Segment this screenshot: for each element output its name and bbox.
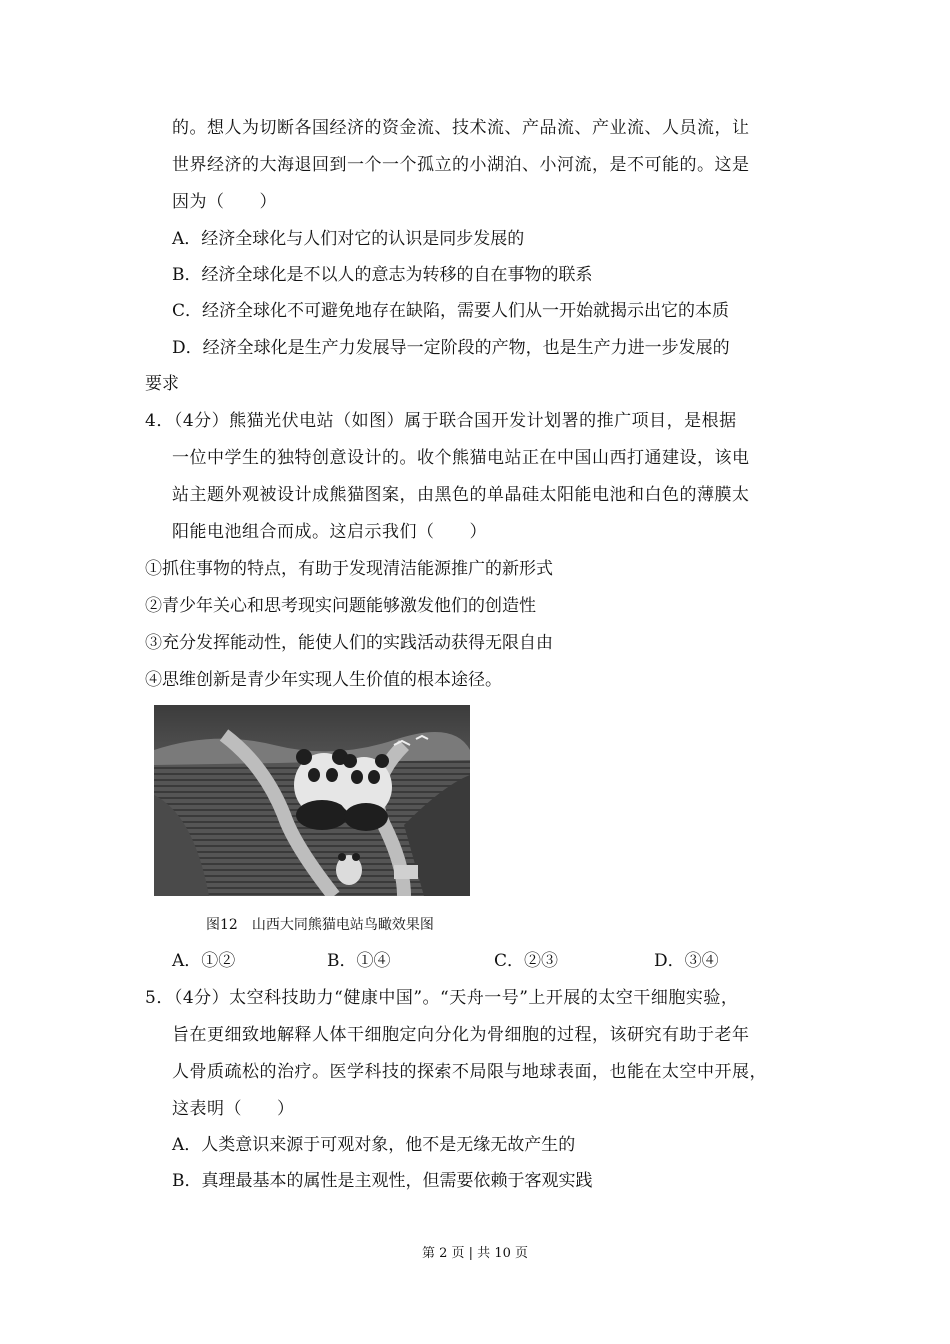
q3-text-line-1: 的。想人为切断各国经济的资金流、技术流、产品流、产业流、人员流，让 [172,118,750,138]
q4-stem-line-3: 站主题外观被设计成熊猫图案，由黑色的单晶硅太阳能电池和白色的薄膜太 [172,485,750,505]
panda-power-station-image [154,705,470,896]
q3-text-line-2: 世界经济的大海退回到一个一个孤立的小湖泊、小河流，是不可能的。这是 [172,155,750,175]
q4-stem-line-2: 一位中学生的独特创意设计的。收个熊猫电站正在中国山西打通建设，该电 [172,448,750,468]
q4-option-d: D．③④ [654,951,719,971]
q5-stem-line-2: 旨在更细致地解释人体干细胞定向分化为骨细胞的过程，该研究有助于老年 [172,1025,750,1045]
q4-option-a: A．①② [172,951,236,971]
q4-statement-1: ①抓住事物的特点，有助于发现清洁能源推广的新形式 [145,559,553,579]
q4-stem-line-4: 阳能电池组合而成。这启示我们（ ） [172,522,487,542]
page-footer: 第 2 页 | 共 10 页 [422,1246,528,1261]
q3-option-a: A．经济全球化与人们对它的认识是同步发展的 [172,229,525,249]
figure-caption: 图12 山西大同熊猫电站鸟瞰效果图 [206,917,434,933]
q4-statement-4: ④思维创新是青少年实现人生价值的根本途径。 [145,670,502,690]
q3-text-line-3: 因为（ ） [172,192,277,212]
q4-statement-2: ②青少年关心和思考现实问题能够激发他们的创造性 [145,596,536,616]
q5-option-a: A．人类意识来源于可观对象，他不是无缘无故产生的 [172,1135,576,1155]
q4-statement-3: ③充分发挥能动性，能使人们的实践活动获得无限自由 [145,633,553,653]
q3-option-c: C．经济全球化不可避免地存在缺陷，需要人们从一开始就揭示出它的本质 [172,301,730,321]
q5-option-b: B．真理最基本的属性是主观性，但需要依赖于客观实践 [172,1171,593,1191]
q3-option-d-wrap: 要求 [145,374,179,394]
q5-stem-line-1: 5．（4分）太空科技助力“健康中国”。“天舟一号”上开展的太空干细胞实验， [145,988,739,1008]
q3-option-b: B．经济全球化是不以人的意志为转移的自在事物的联系 [172,265,593,285]
q3-option-d: D．经济全球化是生产力发展导一定阶段的产物，也是生产力进一步发展的 [172,338,730,358]
q4-option-c: C．②③ [494,951,559,971]
q5-stem-line-4: 这表明（ ） [172,1099,295,1119]
q4-option-b: B．①④ [327,951,391,971]
q5-stem-line-3: 人骨质疏松的治疗。医学科技的探索不局限与地球表面，也能在太空中开展， [172,1062,767,1082]
q4-stem-line-1: 4．（4分）熊猫光伏电站（如图）属于联合国开发计划署的推广项目，是根据 [145,411,737,431]
